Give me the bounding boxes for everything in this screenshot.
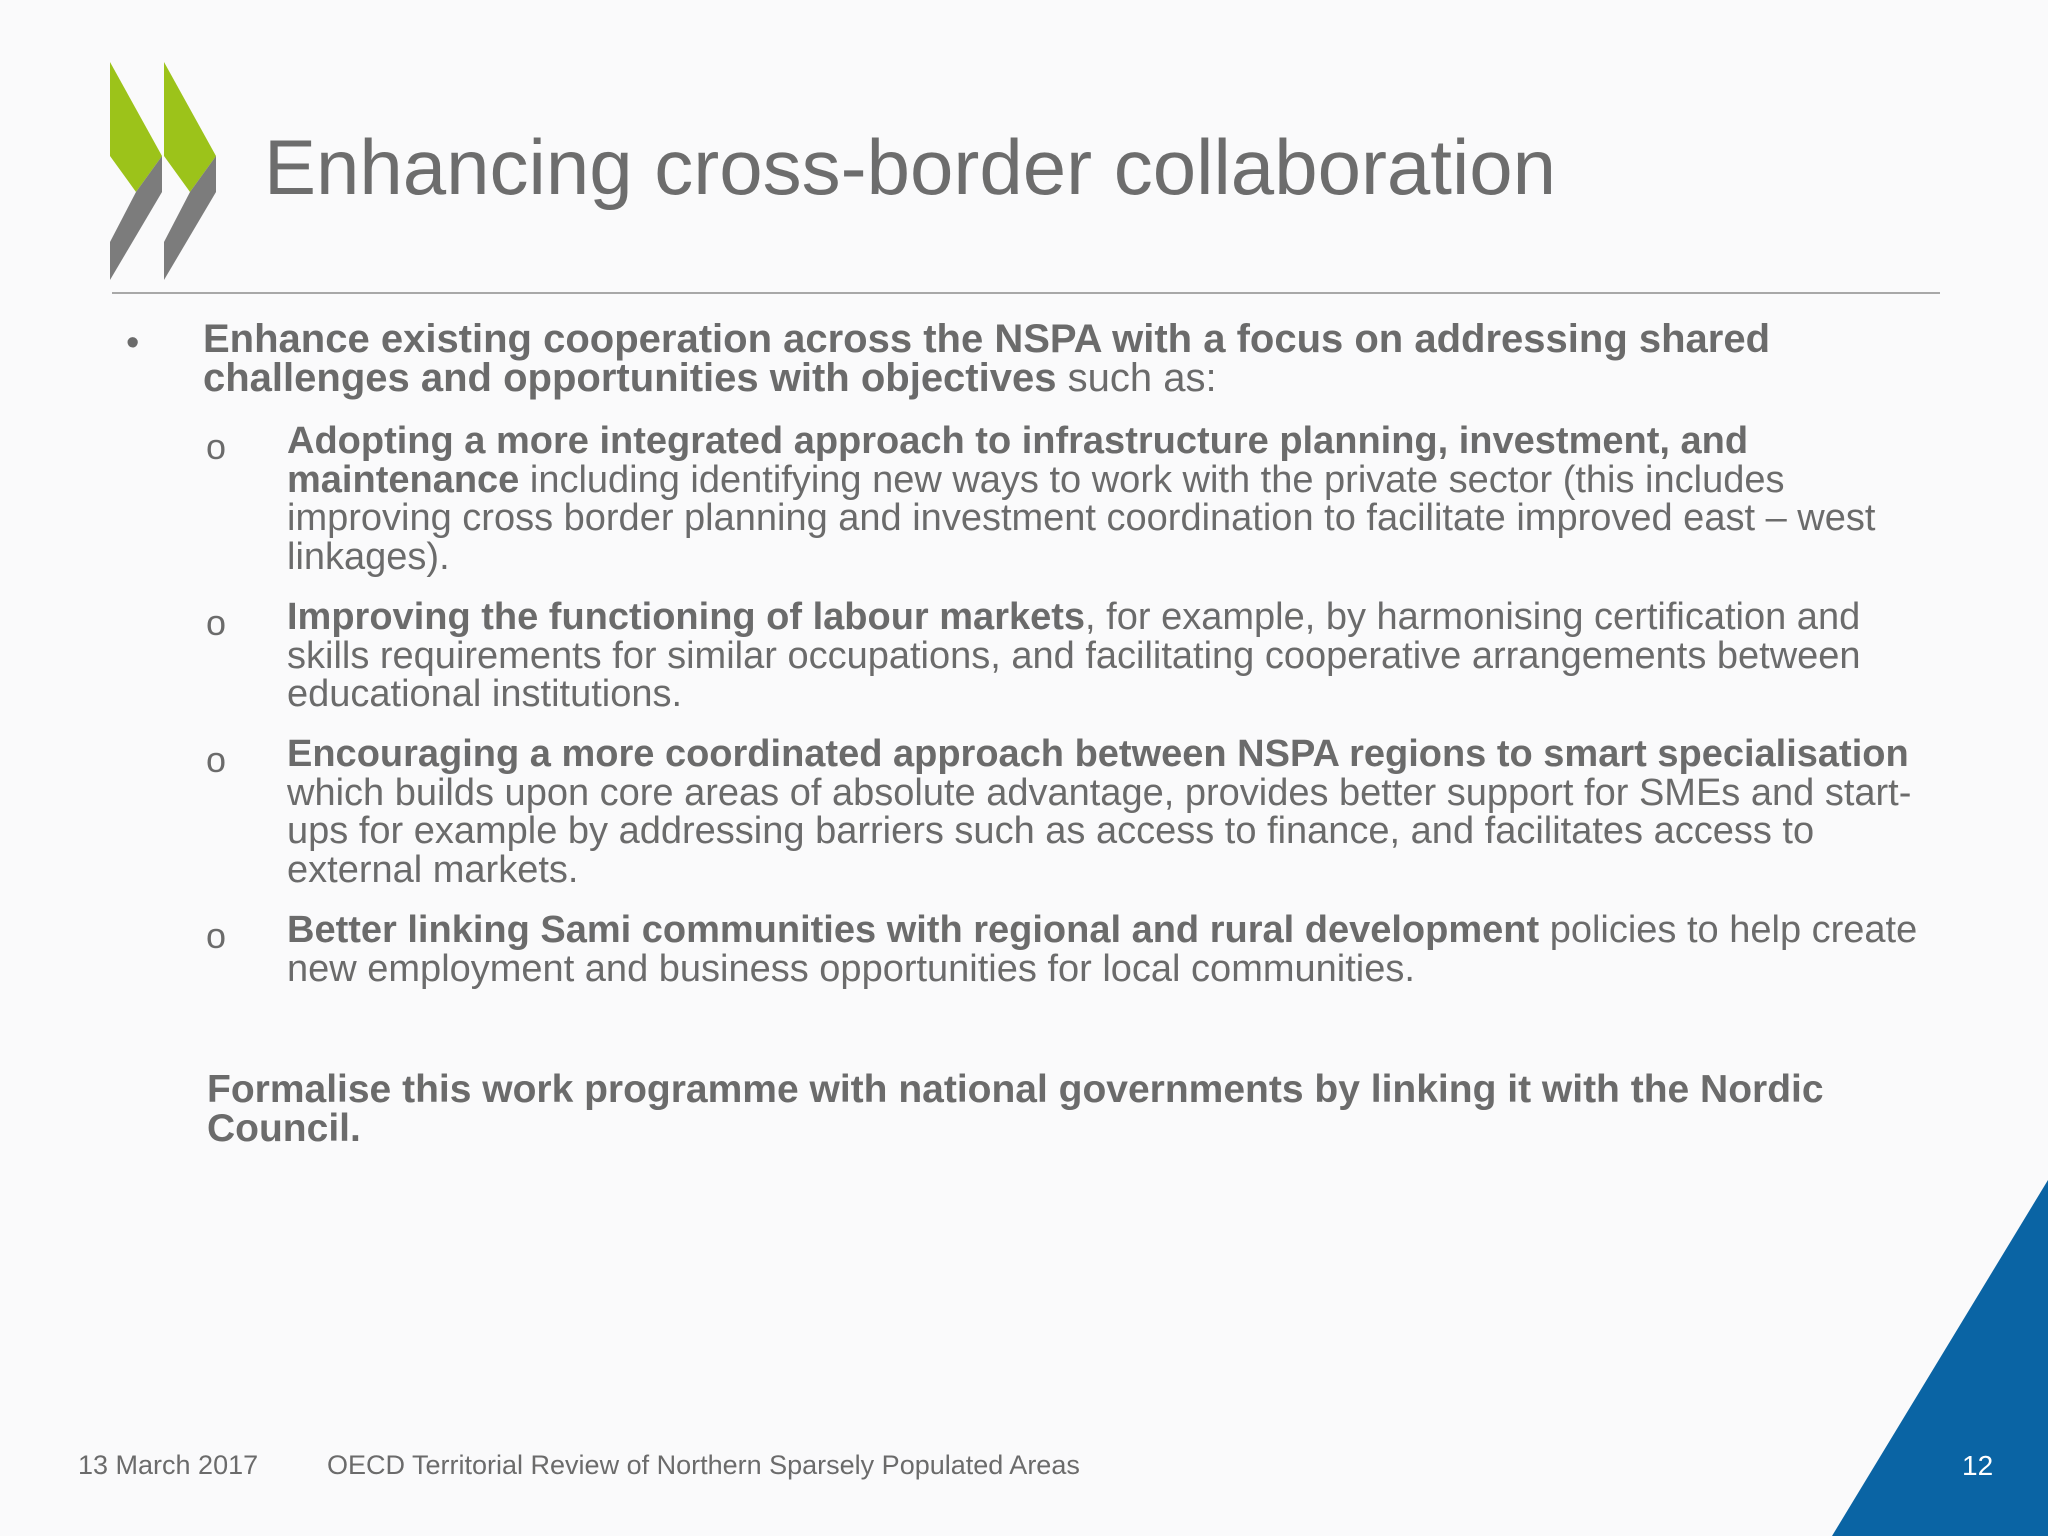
main-bullet-bold: Enhance existing cooperation across the NSPA with a focus on addressing shared challenges and opportunities with objectives	[203, 317, 1771, 400]
sub-bullet-rest: which builds upon core areas of absolute advantage, provides better support for SMEs and start-ups for example by addressing barriers such as access to finance, and facilitates access to external markets.	[287, 771, 1912, 891]
sub-bullet-rest: including identifying new ways to work with the private sector (this includes improving cross border planning and investment coordination to facilitate improved east – west linkages).	[287, 458, 1876, 578]
main-bullet-text	[203, 317, 1903, 400]
main-bullet-marker: •	[126, 322, 140, 364]
sub-bullet-text	[287, 422, 1927, 576]
sub-bullet-bold: Better linking Sami communities with regional and rural development	[287, 909, 1540, 951]
page-number: 12	[1962, 1450, 1994, 1481]
footer-date: 13 March 2017	[78, 1450, 259, 1480]
oecd-chevrons-logo-icon	[110, 62, 220, 280]
sub-bullet-bold: Improving the functioning of labour markets	[287, 596, 1086, 638]
sub-bullet-marker: o	[206, 426, 227, 467]
main-bullet-rest: such as:	[1056, 356, 1217, 400]
title-divider	[112, 292, 1940, 294]
sub-bullet-bold: Encouraging a more coordinated approach between NSPA regions to smart specialisation	[287, 733, 1909, 775]
sub-bullet-rest: policies to help create new employment and business opportunities for local communities.	[287, 909, 1918, 990]
sub-bullet-text	[287, 735, 1927, 889]
corner-triangle-decoration	[1820, 1180, 2048, 1536]
sub-bullet-bold: Adopting a more integrated approach to infrastructure planning, investment, and maintenance	[287, 420, 1749, 501]
sub-bullet-marker: o	[206, 739, 227, 780]
sub-bullet-rest: , for example, by harmonising certification and skills requirements for similar occupations, and facilitating cooperative arrangements between educational institutions.	[287, 596, 1861, 715]
sub-bullet-text	[287, 598, 1927, 714]
sub-bullet-marker: o	[206, 915, 227, 956]
closing-statement: Formalise this work programme with national governments by linking it with the Nordic Council.	[207, 1068, 1824, 1150]
footer-title: OECD Territorial Review of Northern Sparsely Populated Areas	[327, 1450, 1080, 1480]
slide-title: Enhancing cross-border collaboration	[264, 123, 1557, 211]
sub-bullet-marker: o	[206, 602, 227, 643]
sub-bullet-text	[287, 911, 1927, 988]
